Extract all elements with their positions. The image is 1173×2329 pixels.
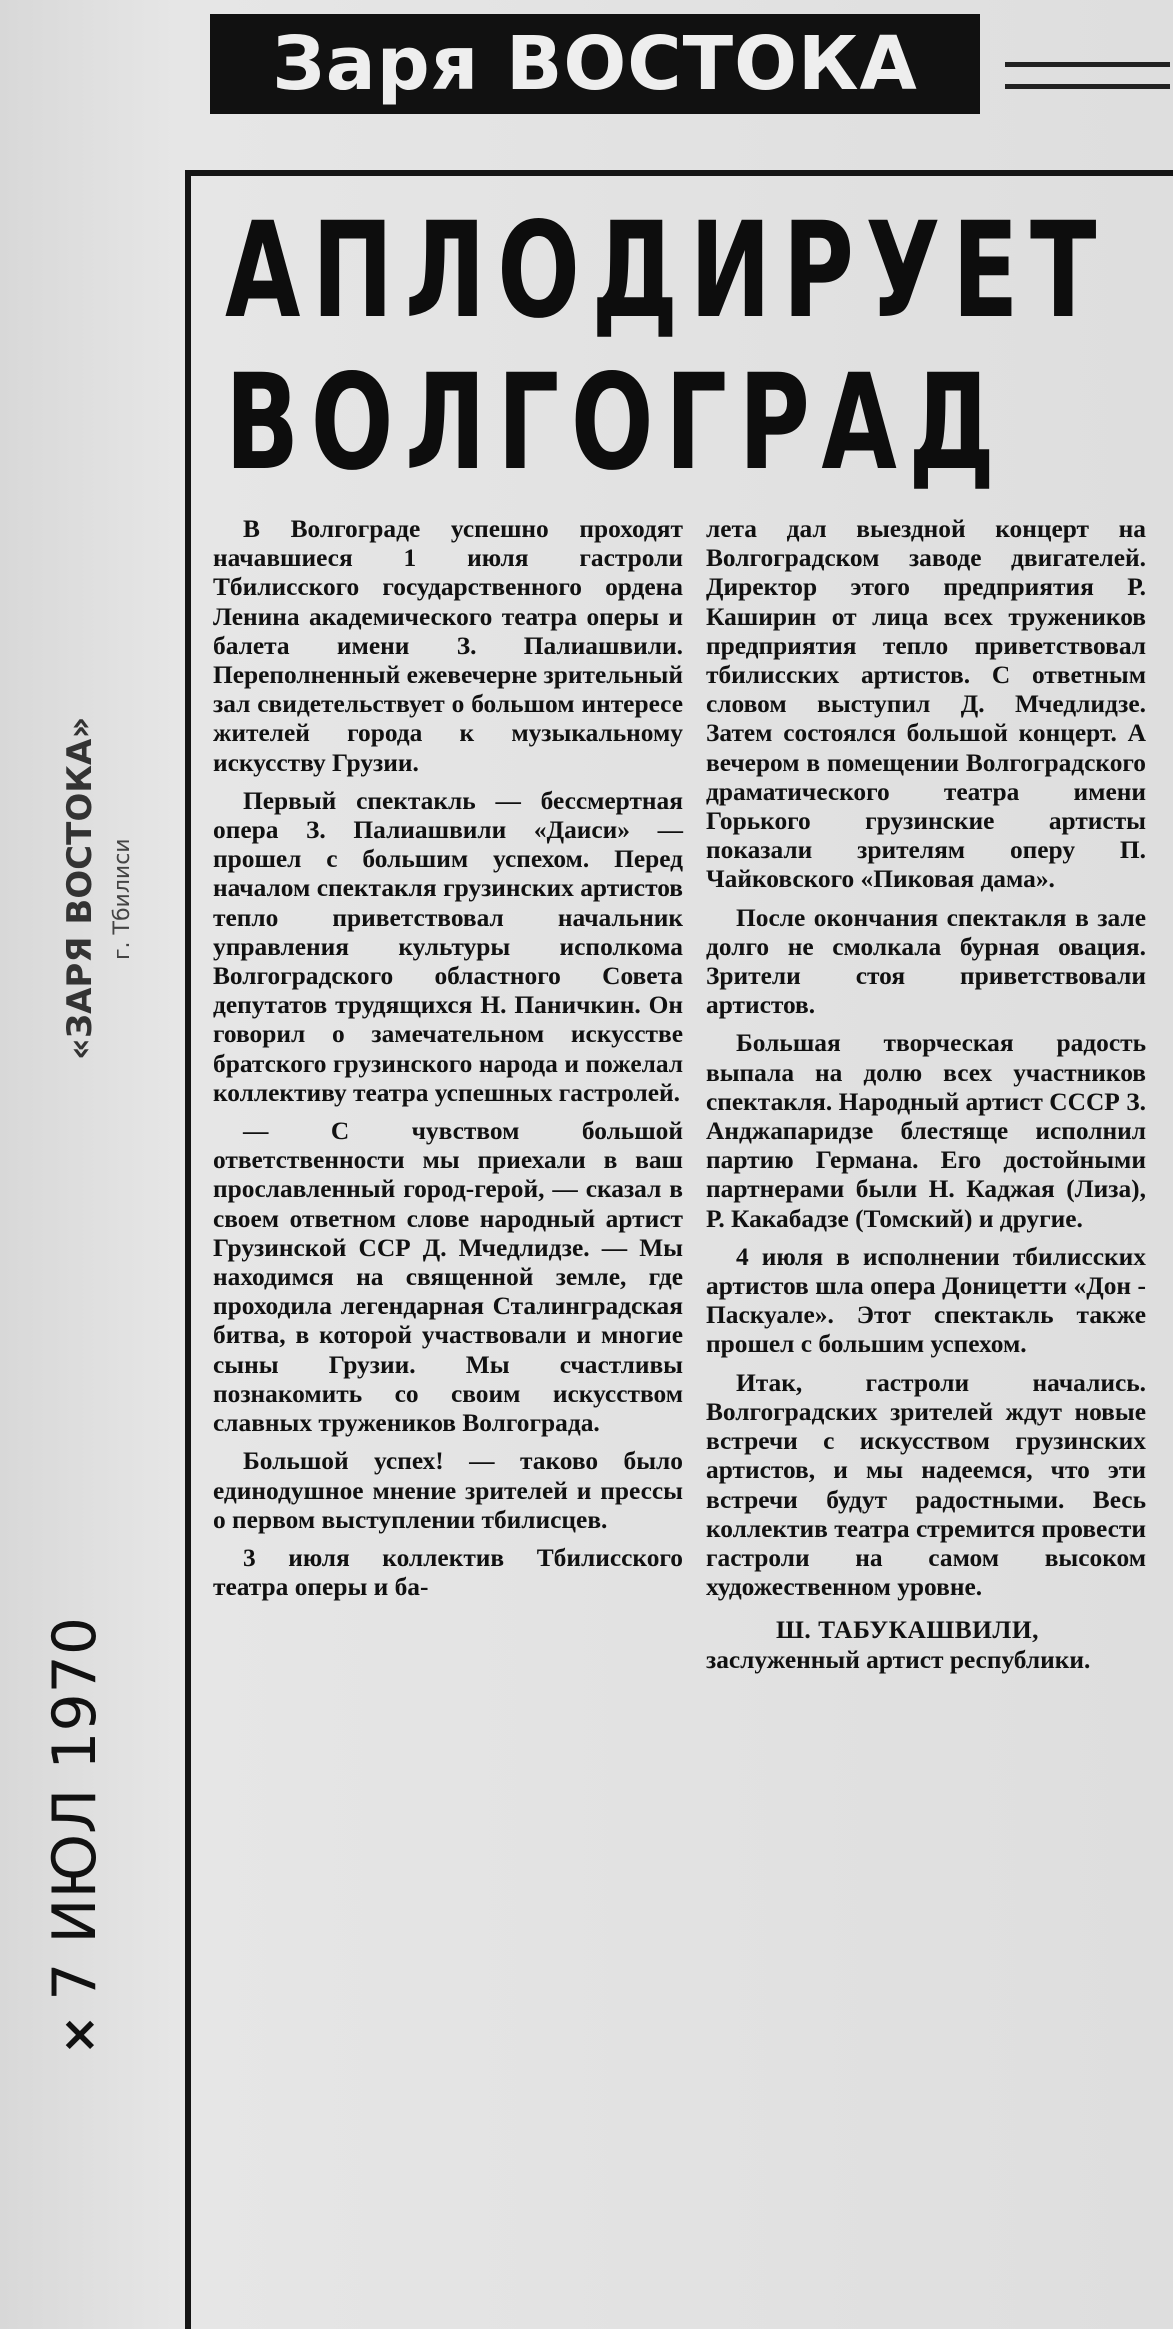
newspaper-masthead (210, 14, 980, 114)
publication-stamp (60, 717, 135, 1060)
stamp-date: 7 ИЮЛ 1970 (40, 1616, 110, 2001)
paragraph: Итак, гастроли начались. Волгоградских зрителей ждут новые встречи с искусством грузинских артистов, и мы надеемся, что эти встречи будут радостными. Весь коллектив театра стремится провести гастроли на самом высоком художественном уровне. (706, 1368, 1146, 1602)
author-name: Ш. ТАБУКАШВИЛИ, (776, 1616, 1039, 1645)
article-column-1 (213, 515, 683, 1611)
masthead-rule (1005, 62, 1170, 67)
paragraph: После окончания спектакля в зале долго не смолкала бурная овация. Зрители стоя приветствовали артистов. (706, 903, 1146, 1020)
masthead-rule (1005, 84, 1170, 89)
paragraph: — С чувством большой ответственности мы приехали в ваш прославленный город-герой, — сказал в своем ответном слове народный артист Грузинской ССР Д. Мчедлидзе. — Мы находимся на священной земле, где проходила легендарная Сталинградская битва, в которой участвовали и многие сыны Грузии. Мы счастливы познакомить со своим искусством славных тружеников Волгограда. (213, 1117, 683, 1438)
article-frame-top (185, 170, 1173, 176)
paragraph: В Волгограде успешно проходят начавшиеся 1 июля гастроли Тбилисского государственного ордена Ленина академического театра оперы и балета имени З. Палиашвили. Переполненный ежевечерне зрительный зал свидетельствует о большом интересе жителей города к музыкальному искусству Грузии. (213, 515, 683, 777)
paragraph: лета дал выездной концерт на Волгоградском заводе двигателей. Директор этого предприятия Р. Каширин от лица всех тружеников предприятия тепло приветствовал тбилисских артистов. С ответным словом выступил Д. Мчедлидзе. Затем состоялся большой концерт. А вечером в помещении Волгоградского драматического театра имени Горького грузинские артисты показали зрителям оперу П. Чайковского «Пиковая дама». (706, 515, 1146, 894)
paragraph: 3 июля коллектив Тбилисского театра оперы и ба- (213, 1543, 683, 1602)
author-title: заслуженный артист республики. (706, 1645, 1091, 1674)
date-stamp (40, 1617, 110, 2055)
article-column-2 (706, 515, 1146, 1675)
article-headline (225, 194, 1125, 500)
article-frame-left (185, 170, 191, 2329)
paragraph: Большой успех! — таково было единодушное мнение зрителей и прессы о первом выступлении тбилисцев. (213, 1447, 683, 1534)
masthead-title: Заря ВОСТОКА (272, 21, 918, 107)
paragraph: Первый спектакль — бессмертная опера З. Палиашвили «Даиси» — прошел с большим успехом. Перед началом спектакля грузинских артистов тепло приветствовал начальник управления культуры исполкома Волгоградского областного Совета депутатов трудящихся Н. Паничкин. Он говорил о замечательном искусстве братского грузинского народа и пожелал коллективу театра успешных гастролей. (213, 786, 683, 1107)
stamp-publication: «ЗАРЯ ВОСТОКА» (60, 716, 100, 1060)
date-mark: × (51, 2014, 107, 2055)
headline-line-1: АПЛОДИРУЕТ (225, 194, 1108, 348)
paragraph: Большая творческая радость выпала на долю всех участников спектакля. Народный артист СССР З. Анджапаридзе блестяще исполнил партию Германа. Его достойными партнерами были Н. Каджая (Лиза), Р. Какабадзе (Томский) и другие. (706, 1029, 1146, 1233)
paragraph: 4 июля в исполнении тбилисских артистов шла опера Доницетти «Дон - Паскуале». Этот спектакль также прошел с большим успехом. (706, 1242, 1146, 1359)
stamp-city: г. Тбилиси (110, 838, 135, 960)
headline-line-2: ВОЛГОГРАД (225, 346, 1007, 500)
